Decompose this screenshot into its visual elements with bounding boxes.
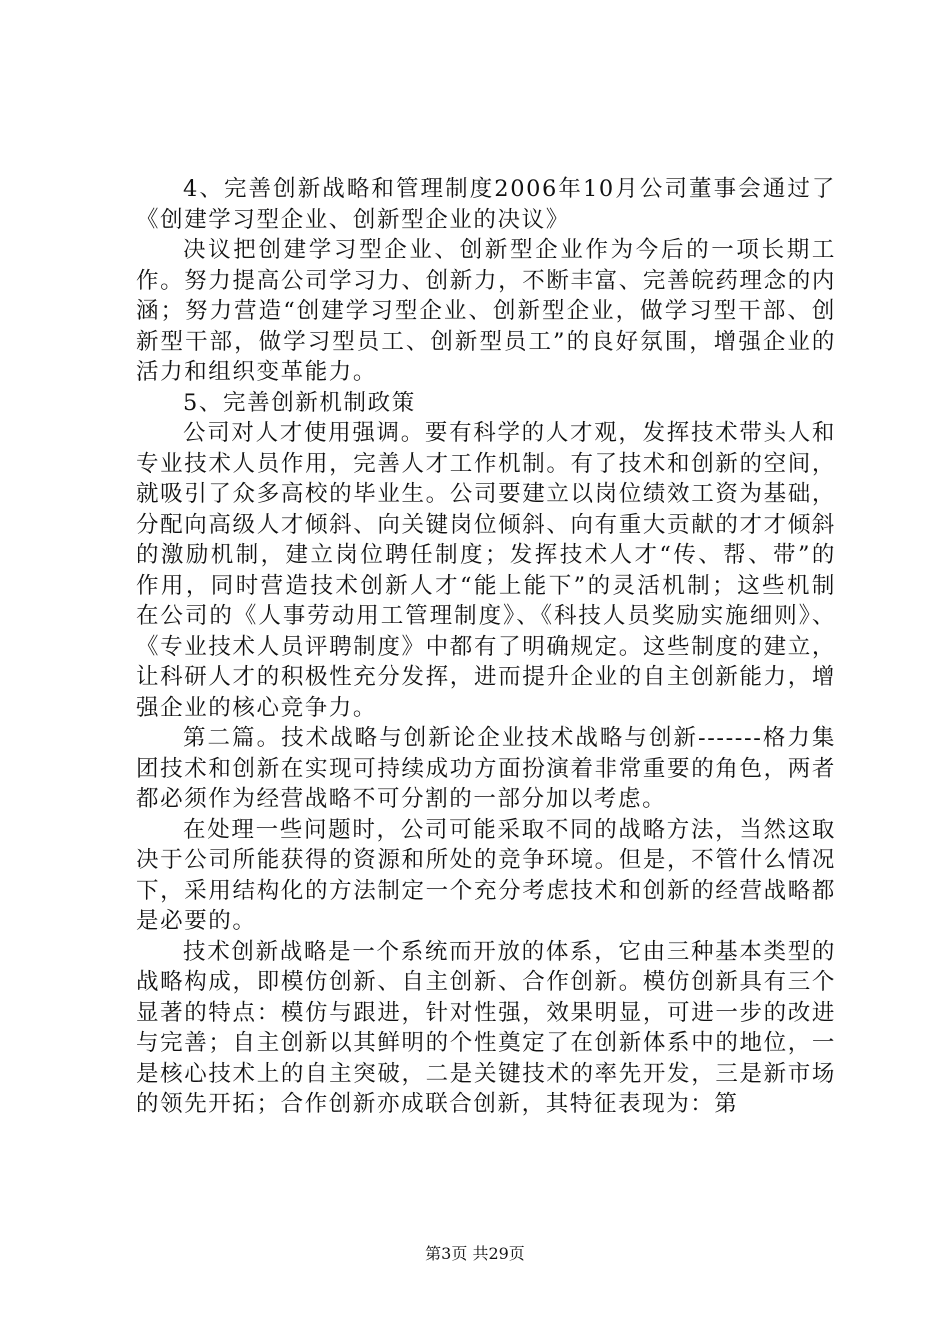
paragraph-innovation-types: 技术创新战略是一个系统而开放的体系，它由三种基本类型的战略构成，即模仿创新、自主创新、合作创新。模仿创新具有三个显著的特点：模仿与跟进，针对性强，效果明显，可进一步的改进与完善；自主创新以其鲜明的个性奠定了在创新体系中的地位，一是核心技术上的自主突破，二是关键技术的率先开发，三是新市场的领先开拓；合作创新亦成联合创新，其特征表现为：第 [136,938,836,1117]
paragraph-strategy-approach: 在处理一些问题时，公司可能采取不同的战略方法，当然这取决于公司所能获得的资源和所处的竞争环境。但是，不管什么情况下，采用结构化的方法制定一个充分考虑技术和创新的经营战略都是必要的。 [136,816,836,934]
page-number-footer: 第3页 共29页 [425,1244,525,1263]
paragraph-mechanism-heading: 5、完善创新机制政策 [183,389,416,416]
document-body [136,174,836,1120]
paragraph-resolution: 决议把创建学习型企业、创新型企业作为今后的一项长期工作。努力提高公司学习力、创新力，不断丰富、完善皖药理念的内涵；努力营造“创建学习型企业、创新型企业，做学习型干部、创新型干部，做学习型员工、创新型员工”的良好氛围，增强企业的活力和组织变革能力。 [136,237,836,385]
paragraph-part-two-intro: 第二篇。技术战略与创新论企业技术战略与创新-------格力集团技术和创新在实现可持续成功方面扮演着非常重要的角色，两者都必须作为经营战略不可分割的一部分加以考虑。 [136,725,836,812]
paragraph-talent-policy: 公司对人才使用强调。要有科学的人才观，发挥技术带头人和专业技术人员作用，完善人才工作机制。有了技术和创新的空间，就吸引了众多高校的毕业生。公司要建立以岗位绩效工资为基础，分配向高级人才倾斜、向关键岗位倾斜、向有重大贡献的才才倾斜的激励机制，建立岗位聘任制度；发挥技术人才“传、帮、带”的作用，同时营造技术创新人才“能上能下”的灵活机制；这些机制在公司的《人事劳动用工管理制度》、《科技人员奖励实施细则》、《专业技术人员评聘制度》中都有了明确规定。这些制度的建立，让科研人才的积极性充分发挥，进而提升企业的自主创新能力，增强企业的核心竞争力。 [136,420,836,721]
paragraph-innovation-strategy-heading: 4、完善创新战略和管理制度2006年10月公司董事会通过了《创建学习型企业、创新型企业的决议》 [136,176,836,233]
